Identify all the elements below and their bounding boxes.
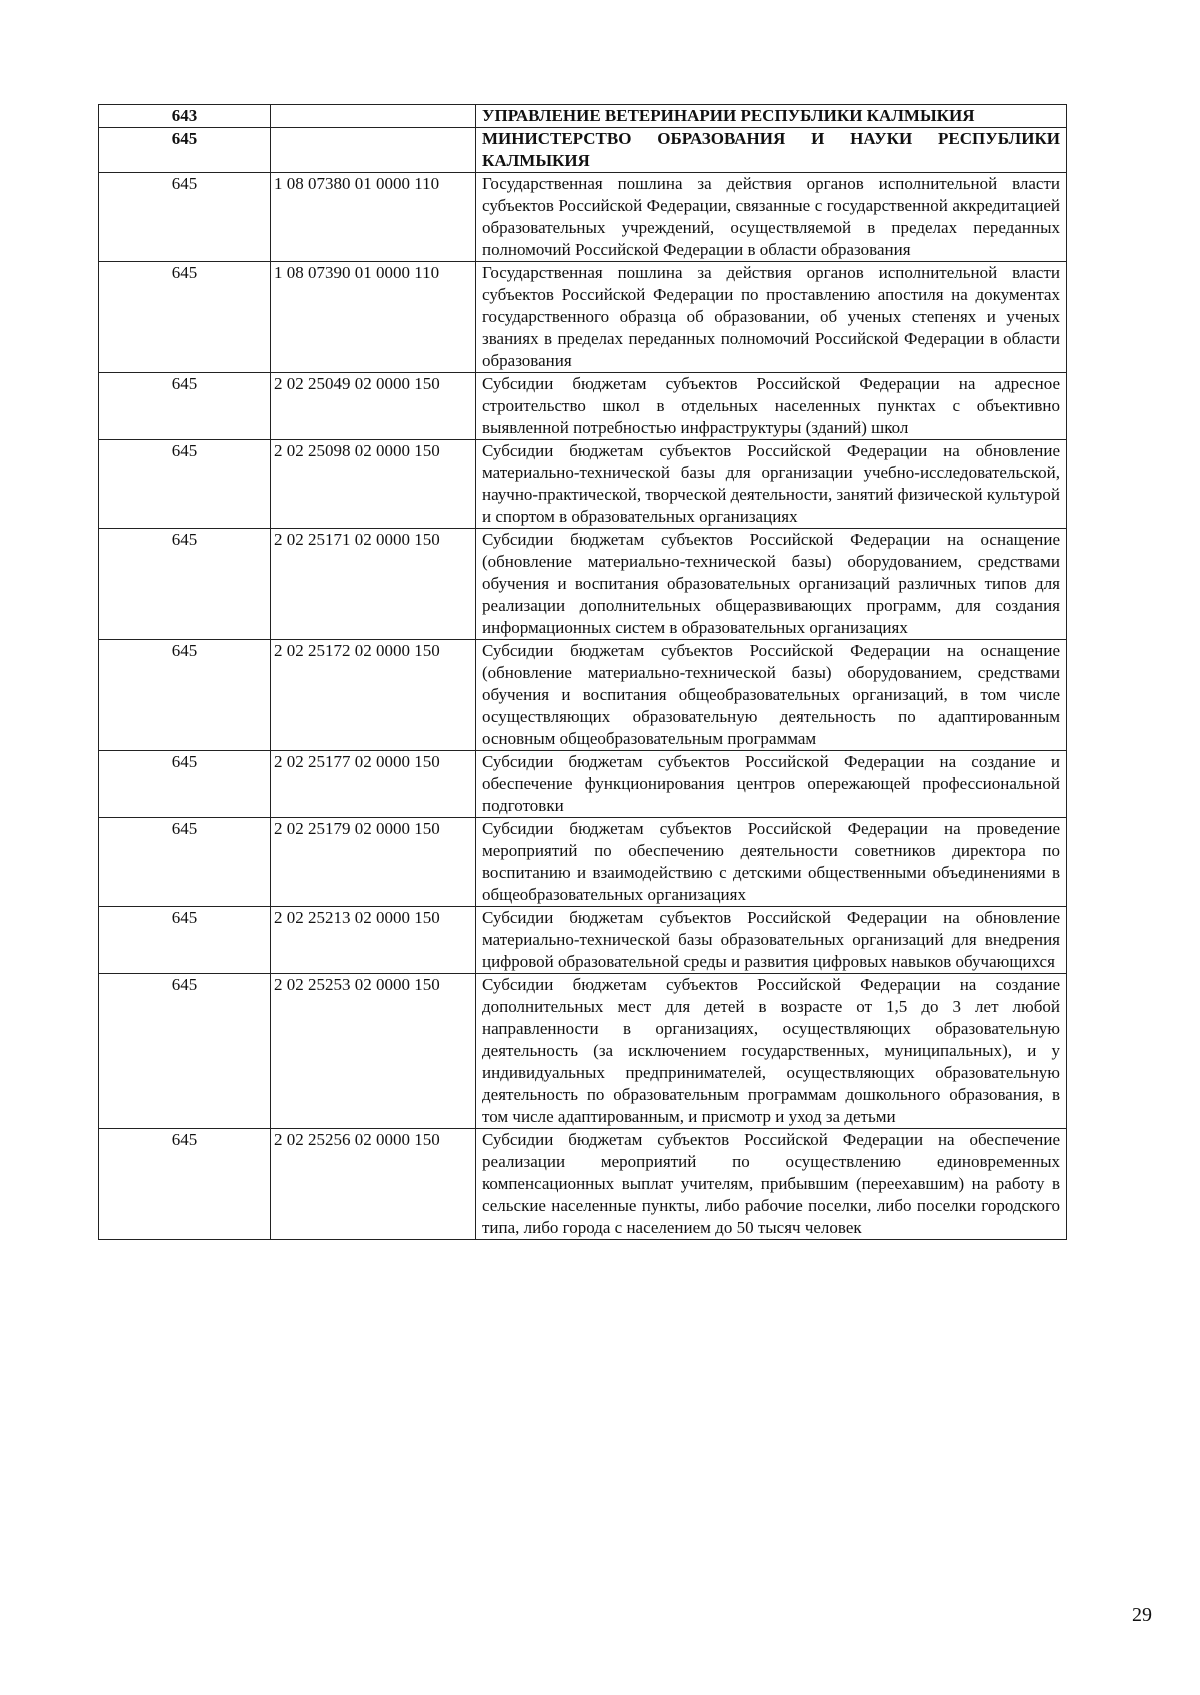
kbk-code-cell bbox=[271, 128, 476, 173]
kbk-code-cell: 2 02 25213 02 0000 150 bbox=[271, 907, 476, 974]
admin-code-cell: 645 bbox=[99, 173, 271, 262]
description-cell: Субсидии бюджетам субъектов Российской Федерации на обновление материально-технической базы образовательных организаций для внедрения цифровой образовательной среды и развития цифровых навыков обучающихся bbox=[476, 907, 1067, 974]
description-cell: Субсидии бюджетам субъектов Российской Федерации на обновление материально-технической базы для организации учебно-исследовательской, научно-практической, творческой деятельности, занятий физической культурой и спортом в образовательных организациях bbox=[476, 440, 1067, 529]
description-cell: Государственная пошлина за действия органов исполнительной власти субъектов Российской Федерации, связанные с государственной аккредитацией образовательных учреждений, осуществляемой в пределах переданных полномочий Российской Федерации в области образования bbox=[476, 173, 1067, 262]
kbk-code-cell: 2 02 25171 02 0000 150 bbox=[271, 529, 476, 640]
kbk-code-cell: 2 02 25177 02 0000 150 bbox=[271, 751, 476, 818]
admin-code-cell: 645 bbox=[99, 373, 271, 440]
admin-code-cell: 645 bbox=[99, 1129, 271, 1240]
admin-code-cell: 645 bbox=[99, 640, 271, 751]
table-row bbox=[99, 105, 1067, 128]
budget-codes-table bbox=[98, 104, 1067, 1240]
description-cell: УПРАВЛЕНИЕ ВЕТЕРИНАРИИ РЕСПУБЛИКИ КАЛМЫКИЯ bbox=[476, 105, 1067, 128]
description-cell: Субсидии бюджетам субъектов Российской Федерации на адресное строительство школ в отдельных населенных пунктах с объективно выявленной потребностью инфраструктуры (зданий) школ bbox=[476, 373, 1067, 440]
kbk-code-cell bbox=[271, 105, 476, 128]
table-row bbox=[99, 974, 1067, 1129]
admin-code-cell: 645 bbox=[99, 128, 271, 173]
admin-code-cell: 645 bbox=[99, 818, 271, 907]
description-cell: Субсидии бюджетам субъектов Российской Федерации на обеспечение реализации мероприятий по осуществлению единовременных компенсационных выплат учителям, прибывшим (переехавшим) на работу в сельские населенные пункты, либо рабочие поселки, либо поселки городского типа, либо города с населением до 50 тысяч человек bbox=[476, 1129, 1067, 1240]
table-row bbox=[99, 529, 1067, 640]
kbk-code-cell: 1 08 07380 01 0000 110 bbox=[271, 173, 476, 262]
table-row bbox=[99, 173, 1067, 262]
description-cell: Субсидии бюджетам субъектов Российской Федерации на оснащение (обновление материально-технической базы) оборудованием, средствами обучения и воспитания общеобразовательных организаций, в том числе осуществляющих образовательную деятельность по адаптированным основным общеобразовательным программам bbox=[476, 640, 1067, 751]
table-row bbox=[99, 907, 1067, 974]
kbk-code-cell: 2 02 25098 02 0000 150 bbox=[271, 440, 476, 529]
admin-code-cell: 645 bbox=[99, 751, 271, 818]
table-row bbox=[99, 262, 1067, 373]
table-row bbox=[99, 1129, 1067, 1240]
description-cell: Государственная пошлина за действия органов исполнительной власти субъектов Российской Федерации по проставлению апостиля на документах государственного образца об образовании, об ученых степенях и ученых званиях в пределах переданных полномочий Российской Федерации в области образования bbox=[476, 262, 1067, 373]
kbk-code-cell: 2 02 25172 02 0000 150 bbox=[271, 640, 476, 751]
admin-code-cell: 645 bbox=[99, 974, 271, 1129]
kbk-code-cell: 2 02 25253 02 0000 150 bbox=[271, 974, 476, 1129]
kbk-code-cell: 2 02 25179 02 0000 150 bbox=[271, 818, 476, 907]
page-number: 29 bbox=[1132, 1604, 1152, 1626]
table-row bbox=[99, 373, 1067, 440]
table-row bbox=[99, 128, 1067, 173]
kbk-code-cell: 2 02 25256 02 0000 150 bbox=[271, 1129, 476, 1240]
admin-code-cell: 643 bbox=[99, 105, 271, 128]
kbk-code-cell: 2 02 25049 02 0000 150 bbox=[271, 373, 476, 440]
description-cell: Субсидии бюджетам субъектов Российской Федерации на проведение мероприятий по обеспечению деятельности советников директора по воспитанию и взаимодействию с детскими общественными объединениями в общеобразовательных организациях bbox=[476, 818, 1067, 907]
table-row bbox=[99, 440, 1067, 529]
description-cell: МИНИСТЕРСТВО ОБРАЗОВАНИЯ И НАУКИ РЕСПУБЛИКИ КАЛМЫКИЯ bbox=[476, 128, 1067, 173]
table-row bbox=[99, 640, 1067, 751]
admin-code-cell: 645 bbox=[99, 907, 271, 974]
kbk-code-cell: 1 08 07390 01 0000 110 bbox=[271, 262, 476, 373]
admin-code-cell: 645 bbox=[99, 262, 271, 373]
description-cell: Субсидии бюджетам субъектов Российской Федерации на оснащение (обновление материально-технической базы) оборудованием, средствами обучения и воспитания образовательных организаций различных типов для реализации дополнительных общеразвивающих программ, для создания информационных систем в образовательных организациях bbox=[476, 529, 1067, 640]
description-cell: Субсидии бюджетам субъектов Российской Федерации на создание и обеспечение функционирования центров опережающей профессиональной подготовки bbox=[476, 751, 1067, 818]
table-row bbox=[99, 818, 1067, 907]
admin-code-cell: 645 bbox=[99, 440, 271, 529]
description-cell: Субсидии бюджетам субъектов Российской Федерации на создание дополнительных мест для детей в возрасте от 1,5 до 3 лет любой направленности в организациях, осуществляющих образовательную деятельность (за исключением государственных, муниципальных), и у индивидуальных предпринимателей, осуществляющих образовательную деятельность по образовательным программам дошкольного образования, в том числе адаптированным, и присмотр и уход за детьми bbox=[476, 974, 1067, 1129]
admin-code-cell: 645 bbox=[99, 529, 271, 640]
table-row bbox=[99, 751, 1067, 818]
